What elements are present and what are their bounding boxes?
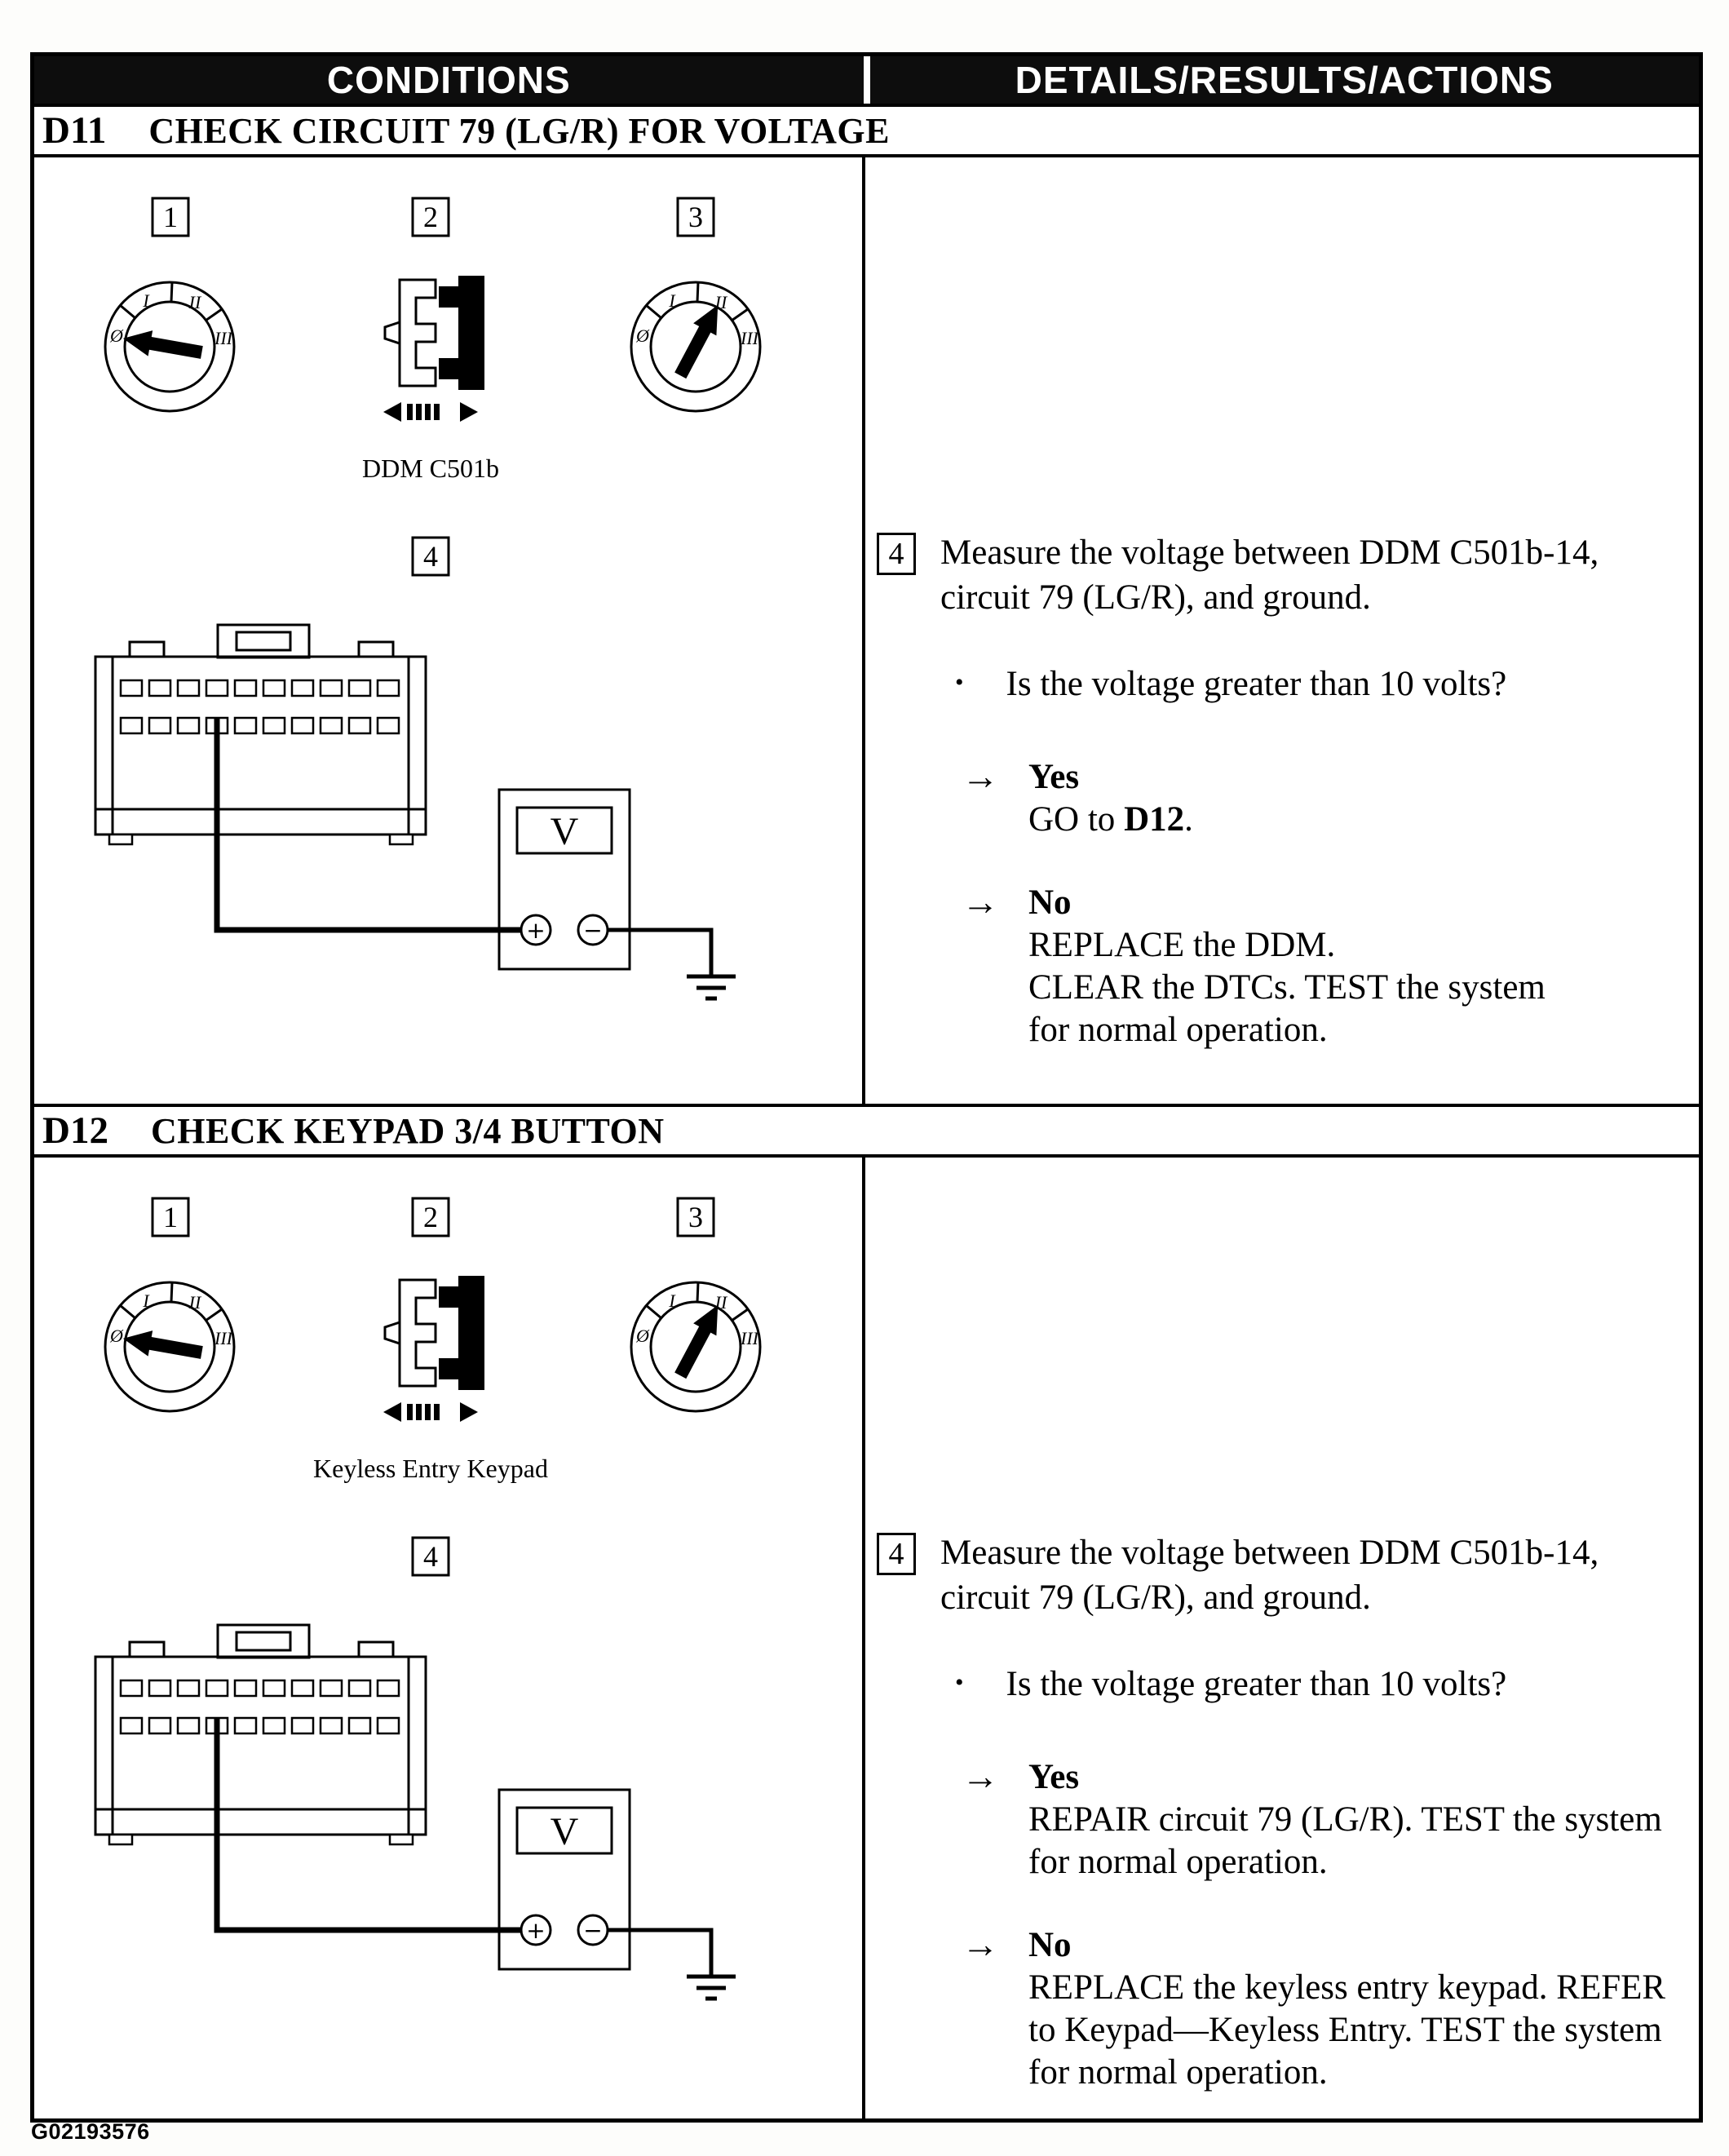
step-marker-4 [413, 538, 449, 575]
d11-no-branch [962, 882, 1678, 1051]
conditions-diagram [34, 1158, 864, 2055]
plus-terminal: + [526, 917, 546, 944]
svg-text:Ø: Ø [110, 1326, 123, 1346]
svg-text:III: III [741, 328, 758, 348]
svg-text:III: III [214, 328, 232, 348]
d11-yes-body [1028, 756, 1193, 841]
dial-arrow [121, 1326, 204, 1366]
svg-text:II: II [188, 292, 201, 312]
arrow-icon: → [962, 755, 999, 797]
ground-symbol [608, 930, 736, 998]
step-4-marker: 4 [877, 1533, 916, 1575]
svg-text:I: I [669, 1291, 675, 1311]
d11-question-text: Is the voltage greater than 10 volts? [1006, 665, 1507, 703]
svg-text:2: 2 [423, 201, 438, 233]
d12-yes-branch [962, 1756, 1678, 1884]
test-lead-wire [217, 718, 522, 930]
voltmeter-display: V [550, 810, 579, 853]
ignition-switch-run-icon [631, 1282, 760, 1411]
svg-text:I: I [669, 290, 675, 311]
svg-text:I: I [143, 1291, 149, 1311]
step-marker-1 [153, 1198, 188, 1236]
svg-text:III: III [741, 1328, 758, 1348]
step-marker-3 [678, 1198, 714, 1236]
d12-yes-body [1028, 1756, 1662, 1884]
ddm-connector-drawing [95, 1625, 426, 1844]
d11-title-row [34, 107, 1699, 157]
connector-label: DDM C501b [361, 454, 500, 483]
svg-text:Ø: Ø [110, 325, 123, 346]
step-marker-3 [678, 198, 714, 236]
d11-yes-branch [962, 756, 1678, 841]
svg-text:1: 1 [163, 201, 178, 233]
test-step-d11 [34, 107, 1699, 1107]
details-header-label: DETAILS/RESULTS/ACTIONS [1015, 59, 1554, 101]
d11-step-id: D11 [42, 109, 107, 152]
d12-no-action: REPLACE the keyless entry keypad. REFER to Keypad—Keyless Entry. TEST the system for normal operation. [1028, 1968, 1666, 2092]
d12-no-branch [962, 1924, 1678, 2094]
svg-text:I: I [143, 290, 149, 311]
step-marker-4 [413, 1538, 449, 1575]
arrow-icon: → [962, 1924, 999, 1965]
svg-text:3: 3 [688, 201, 703, 233]
plus-terminal: + [526, 1917, 546, 1944]
disconnect-arrow-icon [383, 402, 478, 422]
d11-no-label: No [1028, 883, 1072, 922]
conditions-diagram [34, 157, 864, 1055]
figure-id: G02193576 [31, 2119, 150, 2144]
svg-text:4: 4 [423, 1540, 438, 1573]
ground-symbol [608, 1930, 736, 1999]
step-marker-2 [413, 1198, 449, 1236]
d12-step-4 [877, 1533, 1678, 1620]
d12-yes-action: REPAIR circuit 79 (LG/R). TEST the system for normal operation. [1028, 1800, 1662, 1881]
d12-question-text: Is the voltage greater than 10 volts? [1006, 1665, 1507, 1703]
details-header [870, 56, 1700, 104]
voltmeter [499, 1790, 630, 1969]
svg-text:2: 2 [423, 1201, 438, 1233]
conditions-header [34, 56, 864, 104]
svg-text:Ø: Ø [636, 325, 649, 346]
d12-no-label: No [1028, 1926, 1072, 1964]
d12-step-id: D12 [42, 1109, 108, 1152]
dial-arrow [121, 325, 204, 365]
svg-text:3: 3 [688, 1201, 703, 1233]
disconnect-connector-icon [383, 276, 484, 422]
d11-details-cell [865, 157, 1699, 1104]
d12-yes-label: Yes [1028, 1758, 1080, 1796]
d11-no-action: REPLACE the DDM. CLEAR the DTCs. TEST the system for normal operation. [1028, 926, 1545, 1049]
d12-details-cell [865, 1158, 1699, 2118]
d11-instruction: Measure the voltage between DDM C501b-14, circuit 79 (LG/R), and ground. [940, 533, 1599, 617]
svg-text:II: II [188, 1292, 201, 1313]
d11-step-title: CHECK CIRCUIT 79 (LG/R) FOR VOLTAGE [148, 110, 890, 151]
test-lead-wire [217, 1718, 522, 1930]
d12-step-title: CHECK KEYPAD 3/4 BUTTON [150, 1110, 665, 1151]
ignition-switch-off-icon [105, 1282, 234, 1411]
svg-text:1: 1 [163, 1201, 178, 1233]
d11-yes-label: Yes [1028, 758, 1080, 796]
connector-label: Keyless Entry Keypad [313, 1454, 548, 1483]
d11-question [955, 664, 1678, 704]
ddm-connector-drawing [95, 625, 426, 844]
d11-step-4 [877, 533, 1678, 620]
d12-conditions-cell [34, 1158, 865, 2118]
bullet-icon: • [955, 669, 964, 696]
d11-yes-action: GO to D12. [1028, 800, 1193, 839]
test-step-d12 [34, 1107, 1699, 2118]
ignition-switch-run-icon [631, 282, 760, 411]
step-4-marker: 4 [877, 533, 916, 575]
voltmeter-display: V [550, 1810, 579, 1853]
d12-title-row [34, 1107, 1699, 1158]
arrow-icon: → [962, 1755, 999, 1797]
d12-question [955, 1664, 1678, 1704]
svg-text:II: II [714, 292, 727, 312]
minus-terminal: − [583, 1917, 603, 1944]
d12-instruction: Measure the voltage between DDM C501b-14, circuit 79 (LG/R), and ground. [940, 1534, 1599, 1617]
conditions-header-label: CONDITIONS [326, 59, 571, 101]
pinpoint-test-table [30, 52, 1703, 2123]
svg-text:Ø: Ø [636, 1326, 649, 1346]
svg-text:4: 4 [423, 540, 438, 573]
d11-body [34, 157, 1699, 1107]
step-marker-1 [153, 198, 188, 236]
disconnect-connector-icon [383, 1276, 484, 1422]
voltmeter [499, 790, 630, 969]
svg-text:II: II [714, 1292, 727, 1313]
minus-terminal: − [583, 917, 603, 944]
d12-body [34, 1158, 1699, 2118]
disconnect-arrow-icon [383, 1402, 478, 1422]
svg-text:III: III [214, 1328, 232, 1348]
d12-no-body [1028, 1924, 1665, 2094]
arrow-icon: → [962, 881, 999, 923]
table-header [34, 56, 1699, 107]
step-marker-2 [413, 198, 449, 236]
d11-diagram-slot [34, 157, 862, 1055]
bullet-icon: • [955, 1669, 964, 1696]
d11-no-body [1028, 882, 1545, 1051]
d11-conditions-cell [34, 157, 865, 1104]
d12-diagram-slot [34, 1158, 862, 2055]
ignition-switch-off-icon [105, 282, 234, 411]
